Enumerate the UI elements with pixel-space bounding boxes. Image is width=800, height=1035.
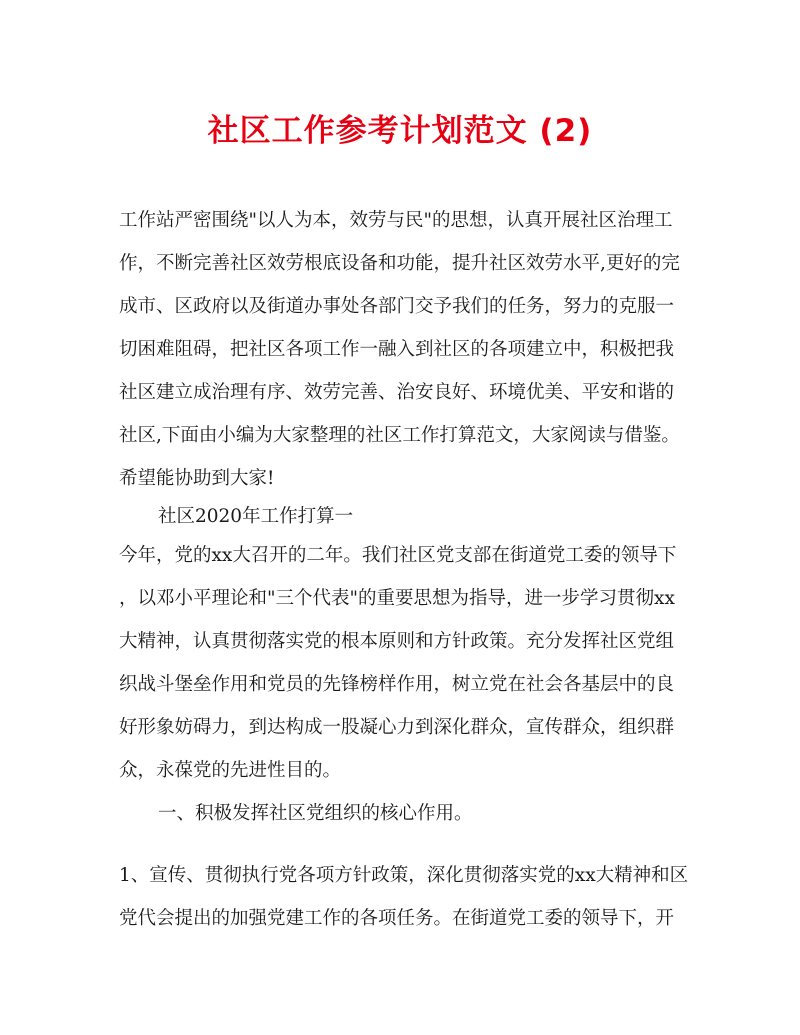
paragraph-line: 众，永葆党的先进性目的。 — [119, 760, 342, 781]
paragraph-line: ，以邓小平理论和"三个代表"的重要思想为指导，进一步学习贯彻xx — [119, 588, 675, 609]
section-heading: 社区2020年工作打算一 — [158, 506, 354, 527]
paragraph-line: 1、宣传、贯彻执行党各项方针政策，深化贯彻落实党的xx大精神和区 — [119, 865, 689, 886]
paragraph-line: 好形象妨碍力，到达构成一股凝心力到深化群众，宣传群众，组织群 — [119, 717, 675, 738]
paragraph-line: 织战斗堡垒作用和党员的先锋榜样作用，树立党在社会各基层中的良 — [119, 674, 675, 695]
paragraph-line: 作，不断完善社区效劳根底设备和功能，提升社区效劳水平,更好的完 — [119, 253, 680, 274]
paragraph-line: 希望能协助到大家! — [119, 468, 275, 489]
paragraph-line: 大精神，认真贯彻落实党的根本原则和方针政策。充分发挥社区党组 — [119, 631, 675, 652]
paragraph-line: 成市、区政府以及街道办事处各部门交予我们的任务，努力的克服一 — [119, 296, 675, 317]
paragraph-line: 工作站严密围绕"以人为本，效劳与民"的思想，认真开展社区治理工 — [119, 210, 673, 231]
section-heading: 一、积极发挥社区党组织的核心作用。 — [158, 803, 473, 824]
paragraph-line: 社区,下面由小编为大家整理的社区工作打算范文，大家阅读与借鉴。 — [119, 425, 680, 446]
paragraph-line: 党代会提出的加强党建工作的各项任务。在街道党工委的领导下，开 — [119, 908, 675, 929]
paragraph-line: 社区建立成治理有序、效劳完善、治安良好、环境优美、平安和谐的 — [119, 382, 675, 403]
document-title: 社区工作参考计划范文 (2) — [207, 113, 593, 149]
paragraph-line: 切困难阻碍，把社区各项工作一融入到社区的各项建立中，积极把我 — [119, 339, 675, 360]
paragraph-line: 今年，党的xx大召开的二年。我们社区党支部在街道党工委的领导下 — [119, 545, 677, 566]
